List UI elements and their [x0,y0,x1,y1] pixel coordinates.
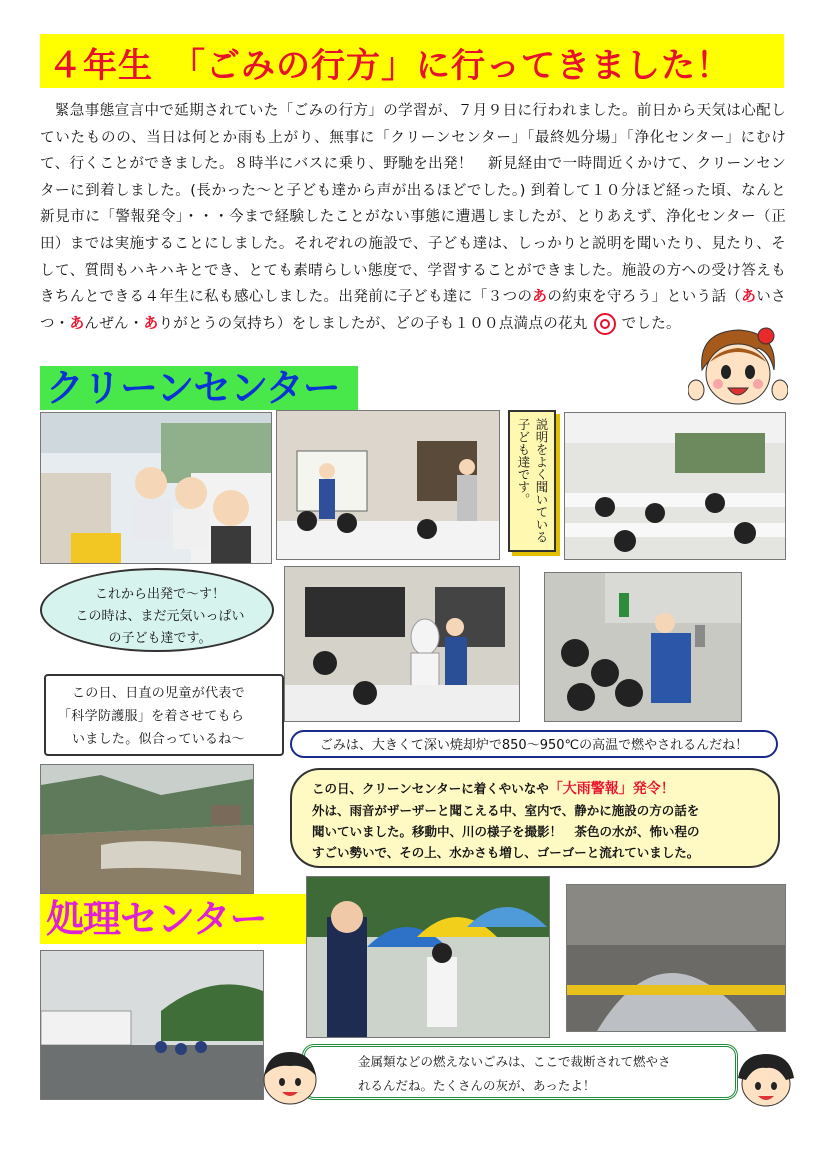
section-header-clean-center: クリーンセンター [40,366,358,410]
cloud-line-1 [312,778,768,800]
bubble1-line-2: この時は、まだ元気いっぱい [75,609,245,624]
hanamaru-icon [594,313,616,335]
intro-a-4: あ [143,315,159,332]
bubble1-line-3: の子ども達です。 [108,631,212,646]
photo-protective-suit [284,566,520,722]
intro-paragraph [40,98,786,337]
bubble1-line-1: これから出発で～す！ [94,587,225,602]
bottom-line-2: れるんだね。たくさんの灰が、あったよ！ [358,1078,596,1093]
heavy-rain-alert: 「大雨警報」発令！ [548,781,675,797]
speech-bubble-departure-text [62,584,258,650]
bottom-caption-text [312,1050,732,1098]
photo-classroom-study [564,412,786,560]
incinerator-caption: ごみは、大きくて深い焼却炉で850～950℃の高温で燃やされるんだね！ [290,730,778,758]
girl-character-right [738,1050,794,1112]
girl-character-illustration [688,322,788,412]
photo-ash-pile [566,884,786,1032]
intro-a-2: あ [741,289,757,306]
photo-bus-children [40,412,272,564]
photo-flooded-river [40,764,254,894]
box2-line-1: この日、日直の児童が代表で [72,686,245,701]
section-header-treatment-center: 処理センター [40,894,310,944]
intro-text-2: の約束を守ろう」という話（ [547,289,742,306]
photo-treatment-center-outside [40,950,264,1100]
cloud-line-3: 聞いていました。移動中、川の様子を撮影！ 茶色の水が、怖い程の [312,824,700,839]
intro-text-4: んぜん・ [84,315,144,332]
intro-text-1: 緊急事態宣言中で延期されていた「ごみの行方」の学習が、７月９日に行われました。前日から天気は心配していたものの、当日は何とか雨も上がり、無事に「クリーンセンター」「最終処分場」「浄化センター」にむけて、行くことができました。８時半にバスに乗り、野馳を出発！ 新見経由で一時間近くかけて、クリーンセンターに到着しました。(長かった～と子ども達から声が出るほどでした。) 到着して１０分ほど経った頃、なんと新見市に「警報発令」・・・今まで経験したことがない事態に遭遇しましたが、とりあえず、浄化センター（正田）までは実施することにしました。それぞれの施設で、子ども達は、しっかりと説明を聞いたり、見たり、そして、質問もハキハキとでき、とても素晴らしい態度で、学習することができました。施設の方への受け答えもきちんとできる４年生に私も感心しました。出発前に子ども達に「３つの [40,103,786,306]
page-title: ４年生 「ごみの行方」に行ってきました！ [48,46,731,86]
heavy-rain-caption-text [312,778,768,863]
box2-line-2: 「科学防護服」を着させてもら [58,709,245,724]
intro-text-5: りがとうの気持ち）をしましたが、どの子も１００点満点の花丸 [158,315,588,332]
photo-presentation-room [276,410,500,560]
vertical-caption-note: 説明をよく聞いている子ども達です。 [508,410,556,552]
caption-box-protective-suit-text [58,682,278,751]
photo-incinerator-sample [544,572,742,722]
box2-line-3: いました。似合っているね～ [72,732,245,747]
intro-text-3: いさつ・ [40,289,786,332]
cloud-line-4: すごい勢いで、その上、水かさも増し、ゴーゴーと流れていました。 [312,845,700,860]
intro-a-1: あ [532,289,548,306]
intro-a-3: あ [69,315,85,332]
cloud-line-1-text: この日、クリーンセンターに着くやいなや [312,781,549,796]
intro-text-6: でした。 [621,315,681,332]
bottom-line-1: 金属類などの燃えないごみは、ここで裁断されて燃やさ [358,1054,671,1069]
cloud-line-2: 外は、雨音がザーザーと聞こえる中、室内で、静かに施設の方の話を [312,803,700,818]
boy-character-left [262,1046,318,1108]
photo-umbrellas-outdoors [306,876,550,1038]
